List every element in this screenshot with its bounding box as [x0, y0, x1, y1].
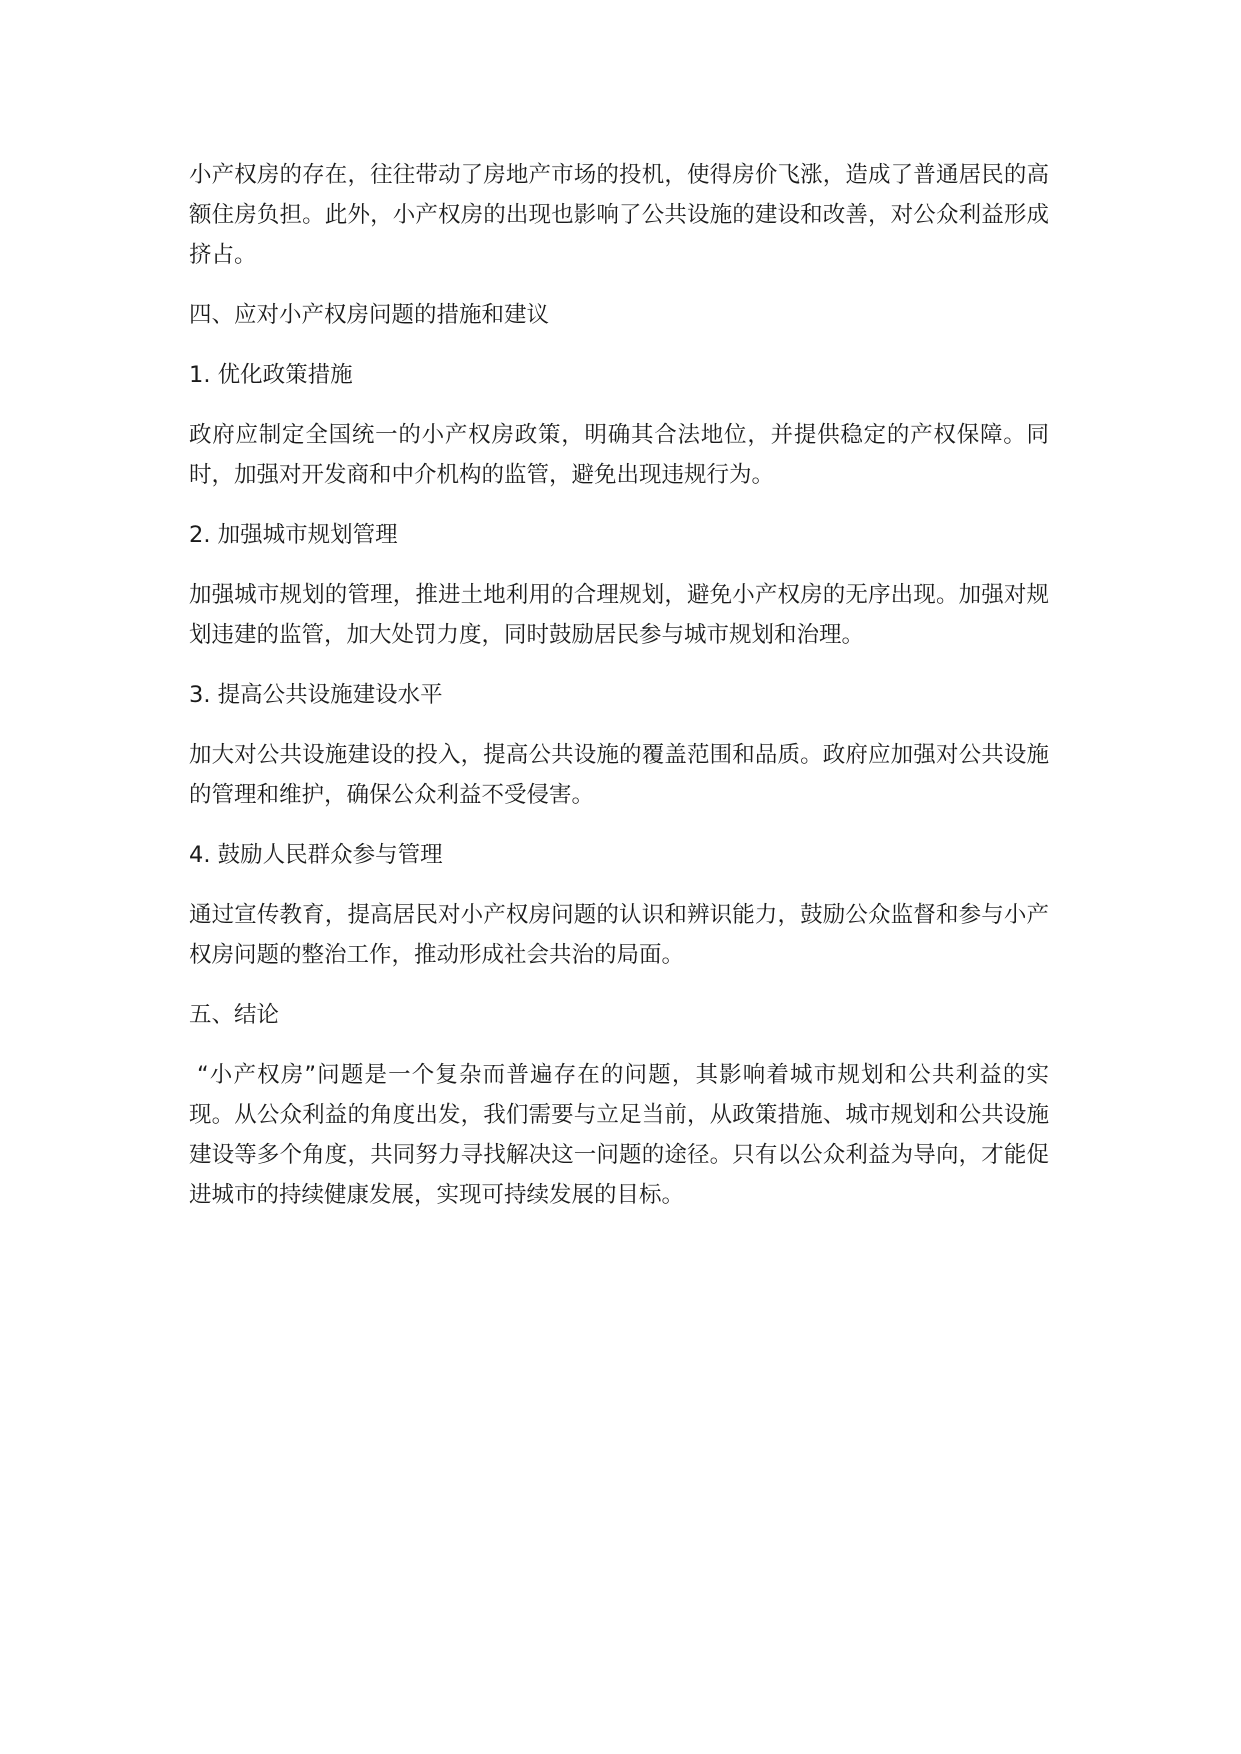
paragraph-optimize-policy: 政府应制定全国统一的小产权房政策，明确其合法地位，并提供稳定的产权保障。同时，加强对开发商和中介机构的监管，避免出现违规行为。: [189, 422, 1049, 488]
subheading-optimize-policy: 1. 优化政策措施: [189, 362, 353, 388]
subheading-urban-planning: 2. 加强城市规划管理: [189, 522, 398, 548]
paragraph-urban-planning: 加强城市规划的管理，推进土地利用的合理规划，避免小产权房的无序出现。加强对规划违建的监管，加大处罚力度，同时鼓励居民参与城市规划和治理。: [189, 582, 1049, 648]
subheading-public-participation: 4. 鼓励人民群众参与管理: [189, 842, 443, 868]
subheading-public-facilities: 3. 提高公共设施建设水平: [189, 682, 443, 708]
document-body: [189, 155, 1049, 1235]
paragraph-speculation-impact: 小产权房的存在，往往带动了房地产市场的投机，使得房价飞涨，造成了普通居民的高额住房负担。此外，小产权房的出现也影响了公共设施的建设和改善，对公众利益形成挤占。: [189, 162, 1049, 268]
paragraph-public-participation: 通过宣传教育，提高居民对小产权房问题的认识和辨识能力，鼓励公众监督和参与小产权房问题的整治工作，推动形成社会共治的局面。: [189, 902, 1049, 968]
section-heading-measures: 四、应对小产权房问题的措施和建议: [189, 302, 550, 328]
paragraph-conclusion: “小产权房”问题是一个复杂而普遍存在的问题，其影响着城市规划和公共利益的实现。从公众利益的角度出发，我们需要与立足当前，从政策措施、城市规划和公共设施建设等多个角度，共同努力寻找解决这一问题的途径。只有以公众利益为导向，才能促进城市的持续健康发展，实现可持续发展的目标。: [189, 1062, 1049, 1208]
section-heading-conclusion: 五、结论: [189, 1002, 280, 1028]
paragraph-public-facilities: 加大对公共设施建设的投入，提高公共设施的覆盖范围和品质。政府应加强对公共设施的管理和维护，确保公众利益不受侵害。: [189, 742, 1049, 808]
